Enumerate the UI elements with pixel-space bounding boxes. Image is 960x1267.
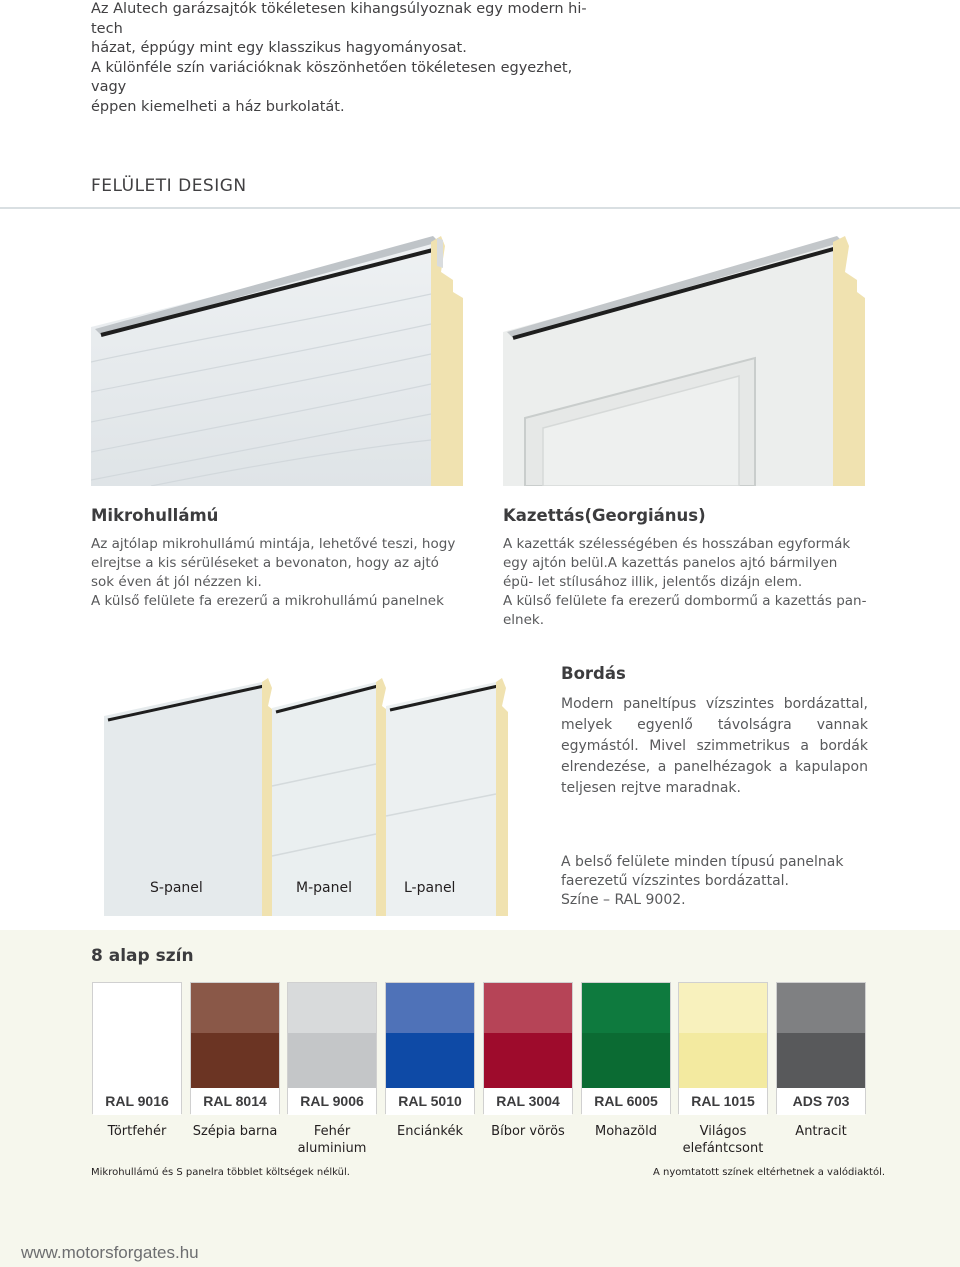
color-swatch xyxy=(678,982,768,1114)
swatch-code: RAL 1015 xyxy=(679,1088,767,1115)
swatch-code: RAL 6005 xyxy=(582,1088,670,1115)
l-panel-label: L-panel xyxy=(404,880,456,896)
footer-url[interactable]: www.motorsforgates.hu xyxy=(21,1243,199,1262)
intro-line: A különféle szín variációknak köszönhetően tökéletesen egyezhet, vagy xyxy=(91,59,573,95)
swatch-name: Antracit xyxy=(795,1124,847,1139)
swatch-gloss xyxy=(582,983,670,1033)
swatch-name: Szépia barna xyxy=(192,1124,278,1139)
swatch-code: RAL 9016 xyxy=(93,1088,181,1115)
microwave-panel-image xyxy=(91,232,473,486)
kazetta-description xyxy=(503,535,868,630)
swatch-code: RAL 3004 xyxy=(484,1088,572,1115)
bordas-note-line: faerezetű vízszintes bordázattal. xyxy=(561,873,789,889)
bordas-inner-surface-note xyxy=(561,853,881,910)
bordas-note-line: A belső felülete minden típusú panelnak xyxy=(561,854,844,870)
mikro-description xyxy=(91,535,466,611)
note-right: A nyomtatott színek eltérhetnek a valódiaktól. xyxy=(653,1167,886,1178)
cassette-panel-image xyxy=(503,232,865,486)
swatch-name: Fehér aluminium xyxy=(297,1124,367,1156)
bordas-title: Bordás xyxy=(561,664,626,683)
mikro-title: Mikrohullámú xyxy=(91,506,219,525)
kazetta-paragraph: A külső felülete fa erezerű dombormű a kazettás pan- elnek. xyxy=(503,593,867,628)
note-left: Mikrohullámú és S panelra többlet költségek nélkül. xyxy=(91,1167,350,1178)
color-swatch xyxy=(190,982,280,1114)
kazetta-paragraph: A kazetták szélességében és hosszában egyformák egy ajtón belül.A kazettás panelos ajtó bármilyen épü- let stílusához illik, jelentős dizájn elem. xyxy=(503,536,851,590)
section-title: FELÜLETI DESIGN xyxy=(91,176,247,196)
swatch-name: Mohazöld xyxy=(594,1124,658,1139)
swatch-code: RAL 8014 xyxy=(191,1088,279,1115)
swatch-gloss xyxy=(484,983,572,1033)
section-divider xyxy=(0,207,960,209)
swatch-gloss xyxy=(777,983,865,1033)
color-swatch xyxy=(581,982,671,1114)
color-swatch xyxy=(776,982,866,1114)
color-swatch xyxy=(287,982,377,1114)
swatch-gloss xyxy=(93,983,181,1033)
colors-title: 8 alap szín xyxy=(91,946,194,966)
kazetta-title: Kazettás(Georgiánus) xyxy=(503,506,706,525)
intro-paragraph xyxy=(91,0,591,117)
mikro-paragraph: Az ajtólap mikrohullámú mintája, lehetővé teszi, hogy elrejtse a kis sérüléseket a bevonaton, hogy az ajtó sok éven át jól nézzen ki. xyxy=(91,536,456,590)
intro-line: házat, éppúgy mint egy klasszikus hagyományosat. xyxy=(91,40,467,56)
mikro-paragraph: A külső felülete fa erezerű a mikrohullámú panelnek xyxy=(91,593,444,609)
swatch-gloss xyxy=(191,983,279,1033)
intro-line: éppen kiemelheti a ház burkolatát. xyxy=(91,98,345,115)
swatch-gloss xyxy=(679,983,767,1033)
swatch-name: Bíbor vörös xyxy=(491,1124,565,1139)
s-panel-label: S-panel xyxy=(150,880,203,896)
color-swatch xyxy=(483,982,573,1114)
swatch-code: ADS 703 xyxy=(777,1088,865,1115)
swatch-name: Törtfehér xyxy=(107,1124,167,1139)
color-swatch xyxy=(385,982,475,1114)
bordas-note-line: Színe – RAL 9002. xyxy=(561,892,686,908)
swatch-name: Világos elefántcsont xyxy=(682,1124,764,1156)
swatch-code: RAL 5010 xyxy=(386,1088,474,1115)
bordas-description: Modern paneltípus vízszintes bordázattal, melyek egyenlő távolságra vannak egymástól. Mivel szimmetrikus a bordák elrendezése, a panelhézagok a kapulapon teljesen rejtve maradnak. xyxy=(561,696,868,796)
swatch-gloss xyxy=(288,983,376,1033)
swatch-code: RAL 9006 xyxy=(288,1088,376,1115)
swatch-gloss xyxy=(386,983,474,1033)
intro-line: Az Alutech garázsajtók tökéletesen kihangsúlyoznak egy modern hi-tech xyxy=(91,1,587,37)
color-swatch xyxy=(92,982,182,1114)
swatch-name: Enciánkék xyxy=(396,1124,463,1139)
m-panel-label: M-panel xyxy=(296,880,352,896)
